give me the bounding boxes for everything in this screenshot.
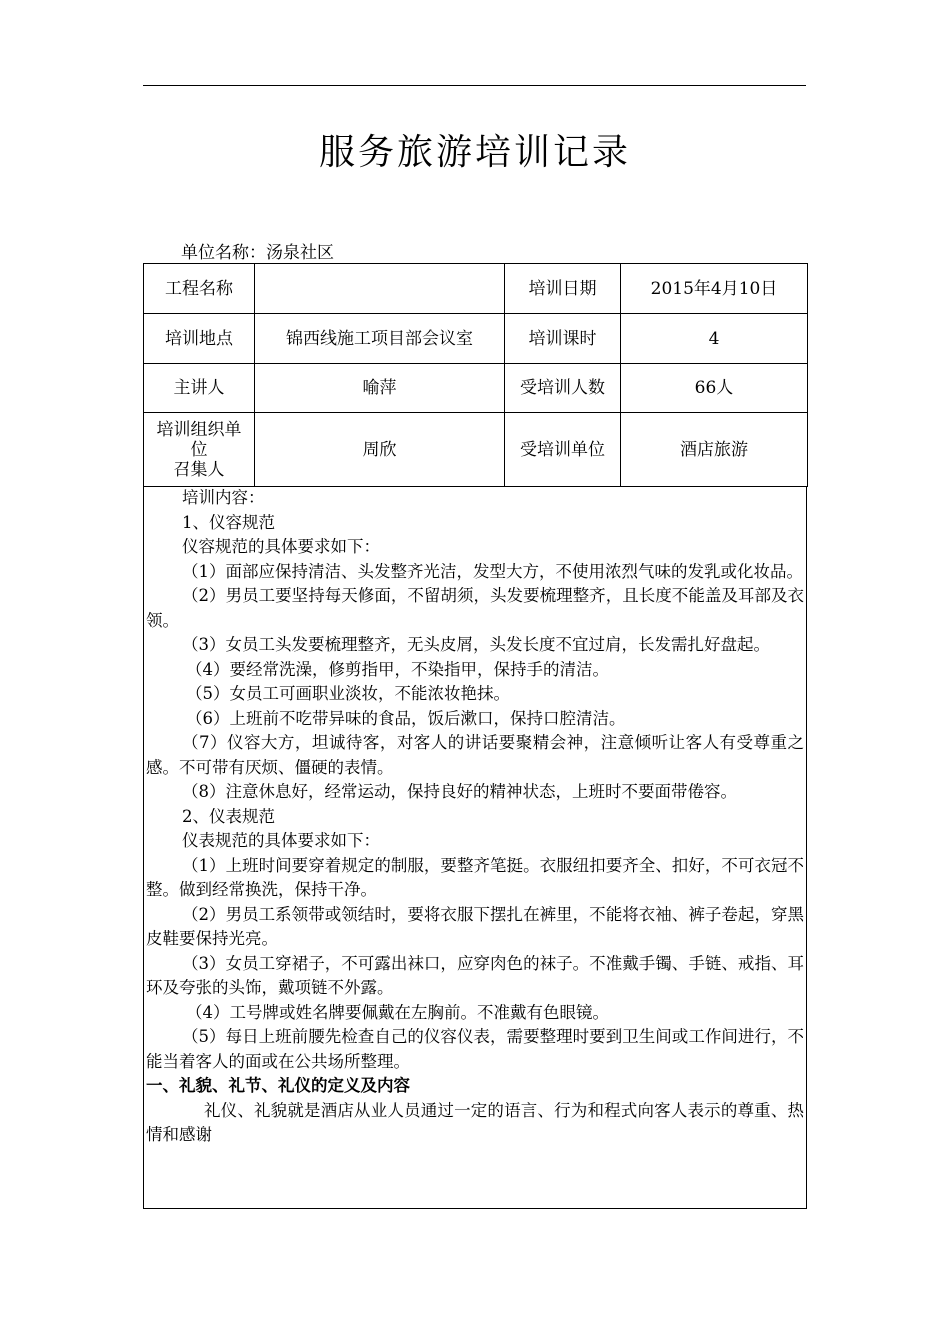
table-row <box>144 314 808 364</box>
section-intro: 仪容规范的具体要求如下： <box>182 537 380 556</box>
trainee-count-label: 受培训人数 <box>505 364 621 413</box>
lecturer-label: 主讲人 <box>144 364 255 413</box>
content-heading: 培训内容： <box>182 488 265 507</box>
training-location-label: 培训地点 <box>144 314 255 364</box>
lecturer-value: 喻萍 <box>255 364 505 413</box>
training-date-value: 2015年4月10日 <box>621 264 808 314</box>
training-info-table <box>143 263 808 487</box>
trainee-unit-label: 受培训单位 <box>505 413 621 487</box>
list-item: （4）要经常洗澡，修剪指甲，不染指甲，保持手的清洁。 <box>186 659 609 679</box>
list-item: （8）注意休息好，经常运动，保持良好的精神状态，上班时不要面带倦容。 <box>182 782 737 801</box>
list-item: （3）女员工穿裙子，不可露出袜口，应穿肉色的袜子。不准戴手镯、手链、戒指、耳环及夸张的头饰，戴项链不外露。 <box>146 953 804 997</box>
list-item: （1）上班时间要穿着规定的制服，要整齐笔挺。衣服纽扣要齐全、扣好，不可衣冠不整。做到经常换洗，保持干净。 <box>146 855 804 899</box>
unit-name-label: 单位名称： <box>181 243 266 263</box>
organizer-label: 培训组织单位 召集人 <box>144 413 255 487</box>
list-item: （5）每日上班前腰先检查自己的仪容仪表，需要整理时要到卫生间或工作间进行，不能当着客人的面或在公共场所整理。 <box>146 1027 804 1071</box>
training-hours-label: 培训课时 <box>505 314 621 364</box>
unit-name-value: 汤泉社区 <box>266 243 334 263</box>
list-item: （2）男员工要坚持每天修面，不留胡须，头发要梳理整齐，且长度不能盖及耳部及衣领。 <box>146 586 804 630</box>
unit-name-line <box>181 238 334 263</box>
list-item: （5）女员工可画职业淡妆，不能浓妆艳抹。 <box>186 684 510 703</box>
training-content <box>143 486 807 1209</box>
page-title: 服务旅游培训记录 <box>318 132 631 173</box>
training-location-value: 锦西线施工项目部会议室 <box>255 314 505 364</box>
section-text: 礼仪、礼貌就是酒店从业人员通过一定的语言、行为和程式向客人表示的尊重、热情和感谢 <box>146 1100 804 1144</box>
list-item: （1）面部应保持清洁、头发整齐光洁，发型大方，不使用浓烈气味的发乳或化妆品。 <box>182 561 803 581</box>
table-row <box>144 264 808 314</box>
list-item: （7）仪容大方，坦诚待客，对客人的讲话要聚精会神，注意倾听让客人有受尊重之感。不可带有厌烦、僵硬的表情。 <box>146 733 804 777</box>
header-rule <box>143 85 806 86</box>
table-row <box>144 364 808 413</box>
project-name-value <box>255 264 505 314</box>
table-row <box>144 413 808 487</box>
organizer-value: 周欣 <box>255 413 505 487</box>
list-item: （2）男员工系领带或领结时，要将衣服下摆扎在裤里，不能将衣袖、裤子卷起，穿黑皮鞋要保持光亮。 <box>146 904 804 948</box>
training-hours-value: 4 <box>621 314 808 364</box>
list-item: （3）女员工头发要梳理整齐，无头皮屑，头发长度不宜过肩，长发需扎好盘起。 <box>182 635 770 654</box>
section-heading: 一、礼貌、礼节、礼仪的定义及内容 <box>146 1076 410 1095</box>
project-name-label: 工程名称 <box>144 264 255 314</box>
trainee-count-value: 66人 <box>621 364 808 413</box>
list-item: （6）上班前不吃带异味的食品，饭后漱口，保持口腔清洁。 <box>186 708 626 728</box>
section-title: 1、仪容规范 <box>182 512 275 532</box>
section-title: 2、仪表规范 <box>182 806 275 826</box>
section-intro: 仪表规范的具体要求如下： <box>182 831 380 850</box>
training-date-label: 培训日期 <box>505 264 621 314</box>
trainee-unit-value: 酒店旅游 <box>621 413 808 487</box>
list-item: （4）工号牌或姓名牌要佩戴在左胸前。不准戴有色眼镜。 <box>186 1002 609 1022</box>
